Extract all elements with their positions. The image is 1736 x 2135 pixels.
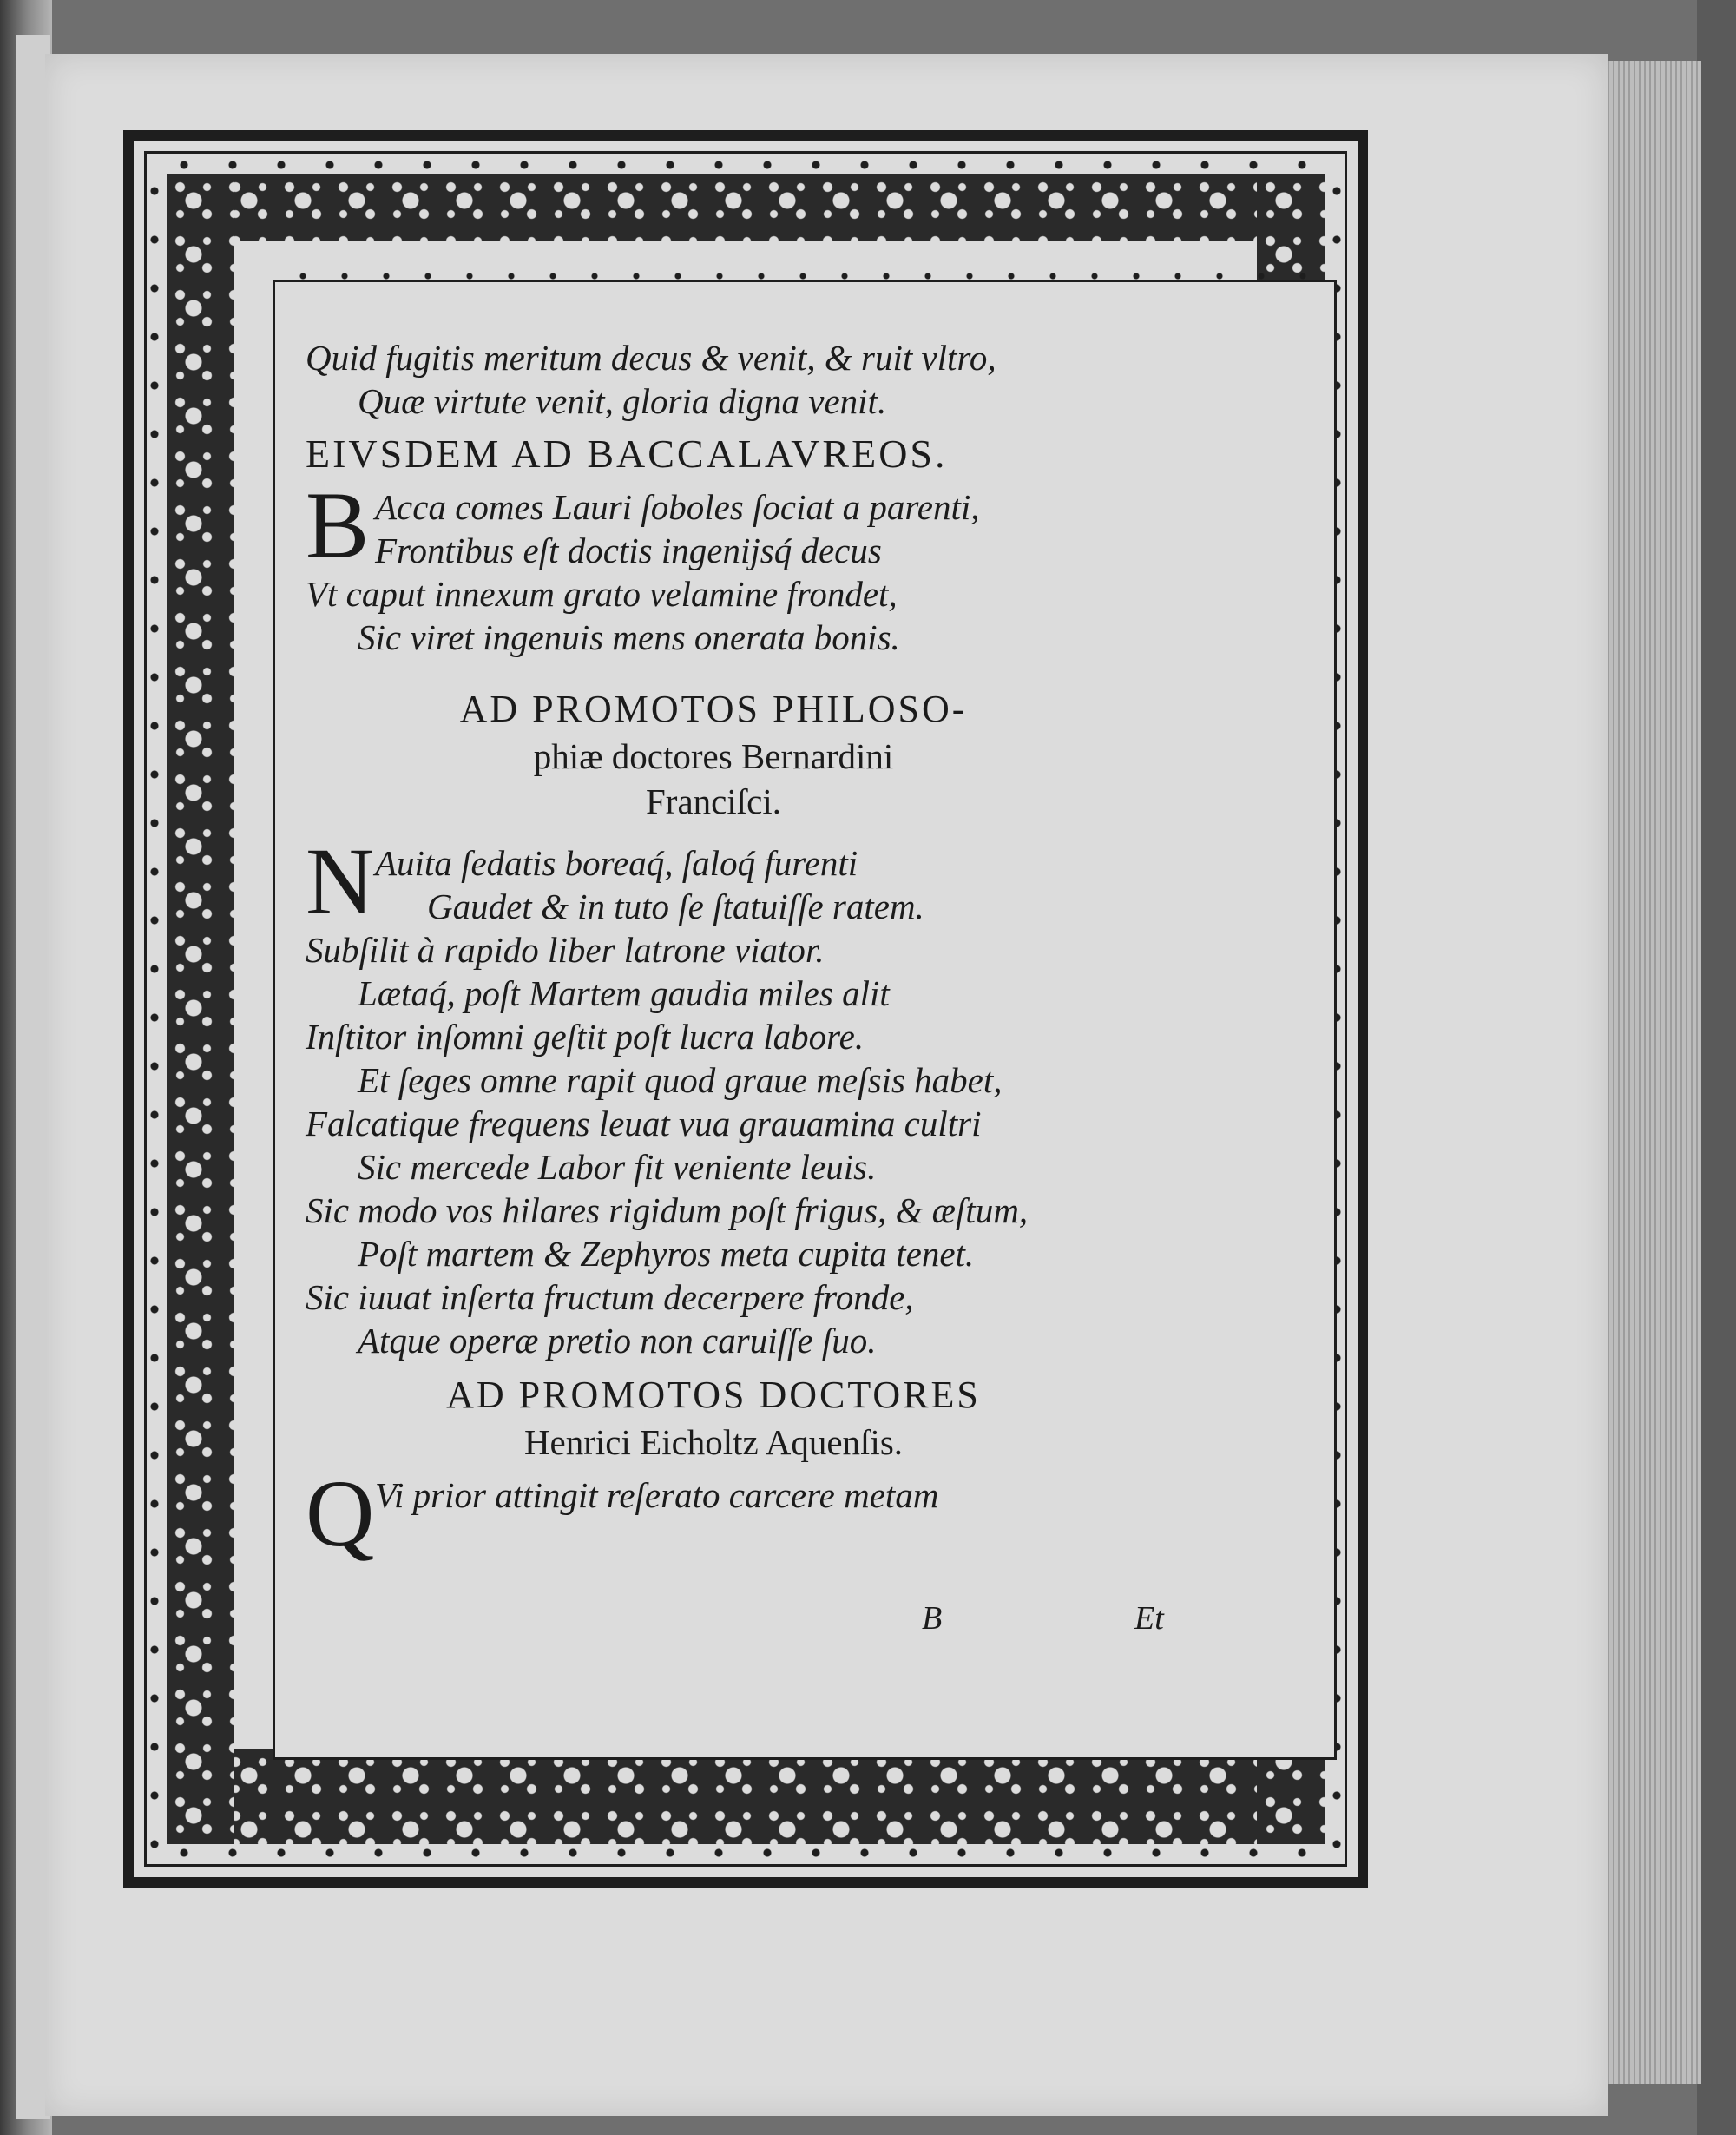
verse-line: Gaudet & in tuto ſe ſtatuiſſe ratem. (427, 886, 924, 926)
drop-cap: Q (306, 1460, 375, 1566)
section-heading: AD PROMOTOS PHILOSO- (459, 688, 968, 730)
border-dots-left (146, 167, 163, 1851)
verse-line: Et ſeges omne rapit quod graue meſsis habet, (358, 1060, 1003, 1100)
verse-line: Auita ſedatis boreaq́, ſaloq́ furenti (375, 843, 858, 883)
ornament-band-bottom (168, 1749, 1323, 1844)
verse-line: Quid fugitis meritum decus & venit, & ruit vltro, (306, 338, 996, 378)
panel-dots (282, 270, 1327, 282)
verse-line: Quæ virtute venit, gloria digna venit. (358, 381, 887, 421)
verse-line: Vt caput innexum grato velamine frondet, (306, 574, 898, 614)
verse-line: Inſtitor inſomni geſtit poſt lucra labore. (306, 1017, 865, 1057)
verse-line: Vi prior attingit reſerato carcere metam (375, 1475, 939, 1515)
signature-mark: B (922, 1600, 943, 1637)
verse-line: Lætaq́, poſt Martem gaudia miles alit (358, 973, 890, 1013)
verse-line: Poſt martem & Zephyros meta cupita tenet. (358, 1234, 975, 1274)
verse-line: Sic modo vos hilares rigidum poſt frigus, & æſtum, (306, 1190, 1029, 1230)
drop-cap: N (306, 828, 375, 934)
drop-cap: B (306, 472, 370, 578)
verse-line: Sic mercede Labor fit veniente leuis. (358, 1147, 877, 1187)
book-cover-edge (1697, 0, 1736, 2135)
verse-line: Sic iuuat inſerta fructum decerpere fronde, (306, 1277, 914, 1317)
verse-line: Frontibus eſt doctis ingenijsq́ decus (375, 530, 882, 570)
catchword: Et (1134, 1600, 1164, 1637)
verse-line: Falcatique frequens leuat vua grauamina cultri (306, 1104, 982, 1143)
stanza (306, 828, 1217, 934)
section-heading-block (306, 685, 1121, 824)
section-heading: AD PROMOTOS DOCTORES (446, 1374, 981, 1416)
verse-line: Subſilit à rapido liber latrone viator. (306, 930, 825, 970)
section-heading-block (306, 1371, 1121, 1465)
verse-line: Atque operæ pretio non caruiſſe ſuo. (358, 1321, 877, 1361)
section-subheading: Henrici Eicholtz Aquenſis. (523, 1422, 904, 1462)
border-dots-bottom (160, 1844, 1332, 1862)
stanza (306, 472, 1217, 578)
ornament-band-left (167, 174, 234, 1844)
section-subheading: phiæ doctores Bernardini (533, 736, 894, 776)
section-heading: EIVSDEM AD BACCALAVREOS. (306, 432, 948, 476)
border-dots-top (160, 156, 1332, 174)
stanza (306, 1460, 1217, 1566)
ornament-band-top (168, 174, 1323, 241)
verse-line: Sic viret ingenuis mens onerata bonis. (358, 617, 900, 657)
book-page (45, 54, 1608, 2116)
section-subheading: Franciſci. (646, 781, 781, 821)
page-text (306, 336, 1217, 1566)
verse-line: Acca comes Lauri ſoboles ſociat a parenti, (375, 487, 980, 527)
